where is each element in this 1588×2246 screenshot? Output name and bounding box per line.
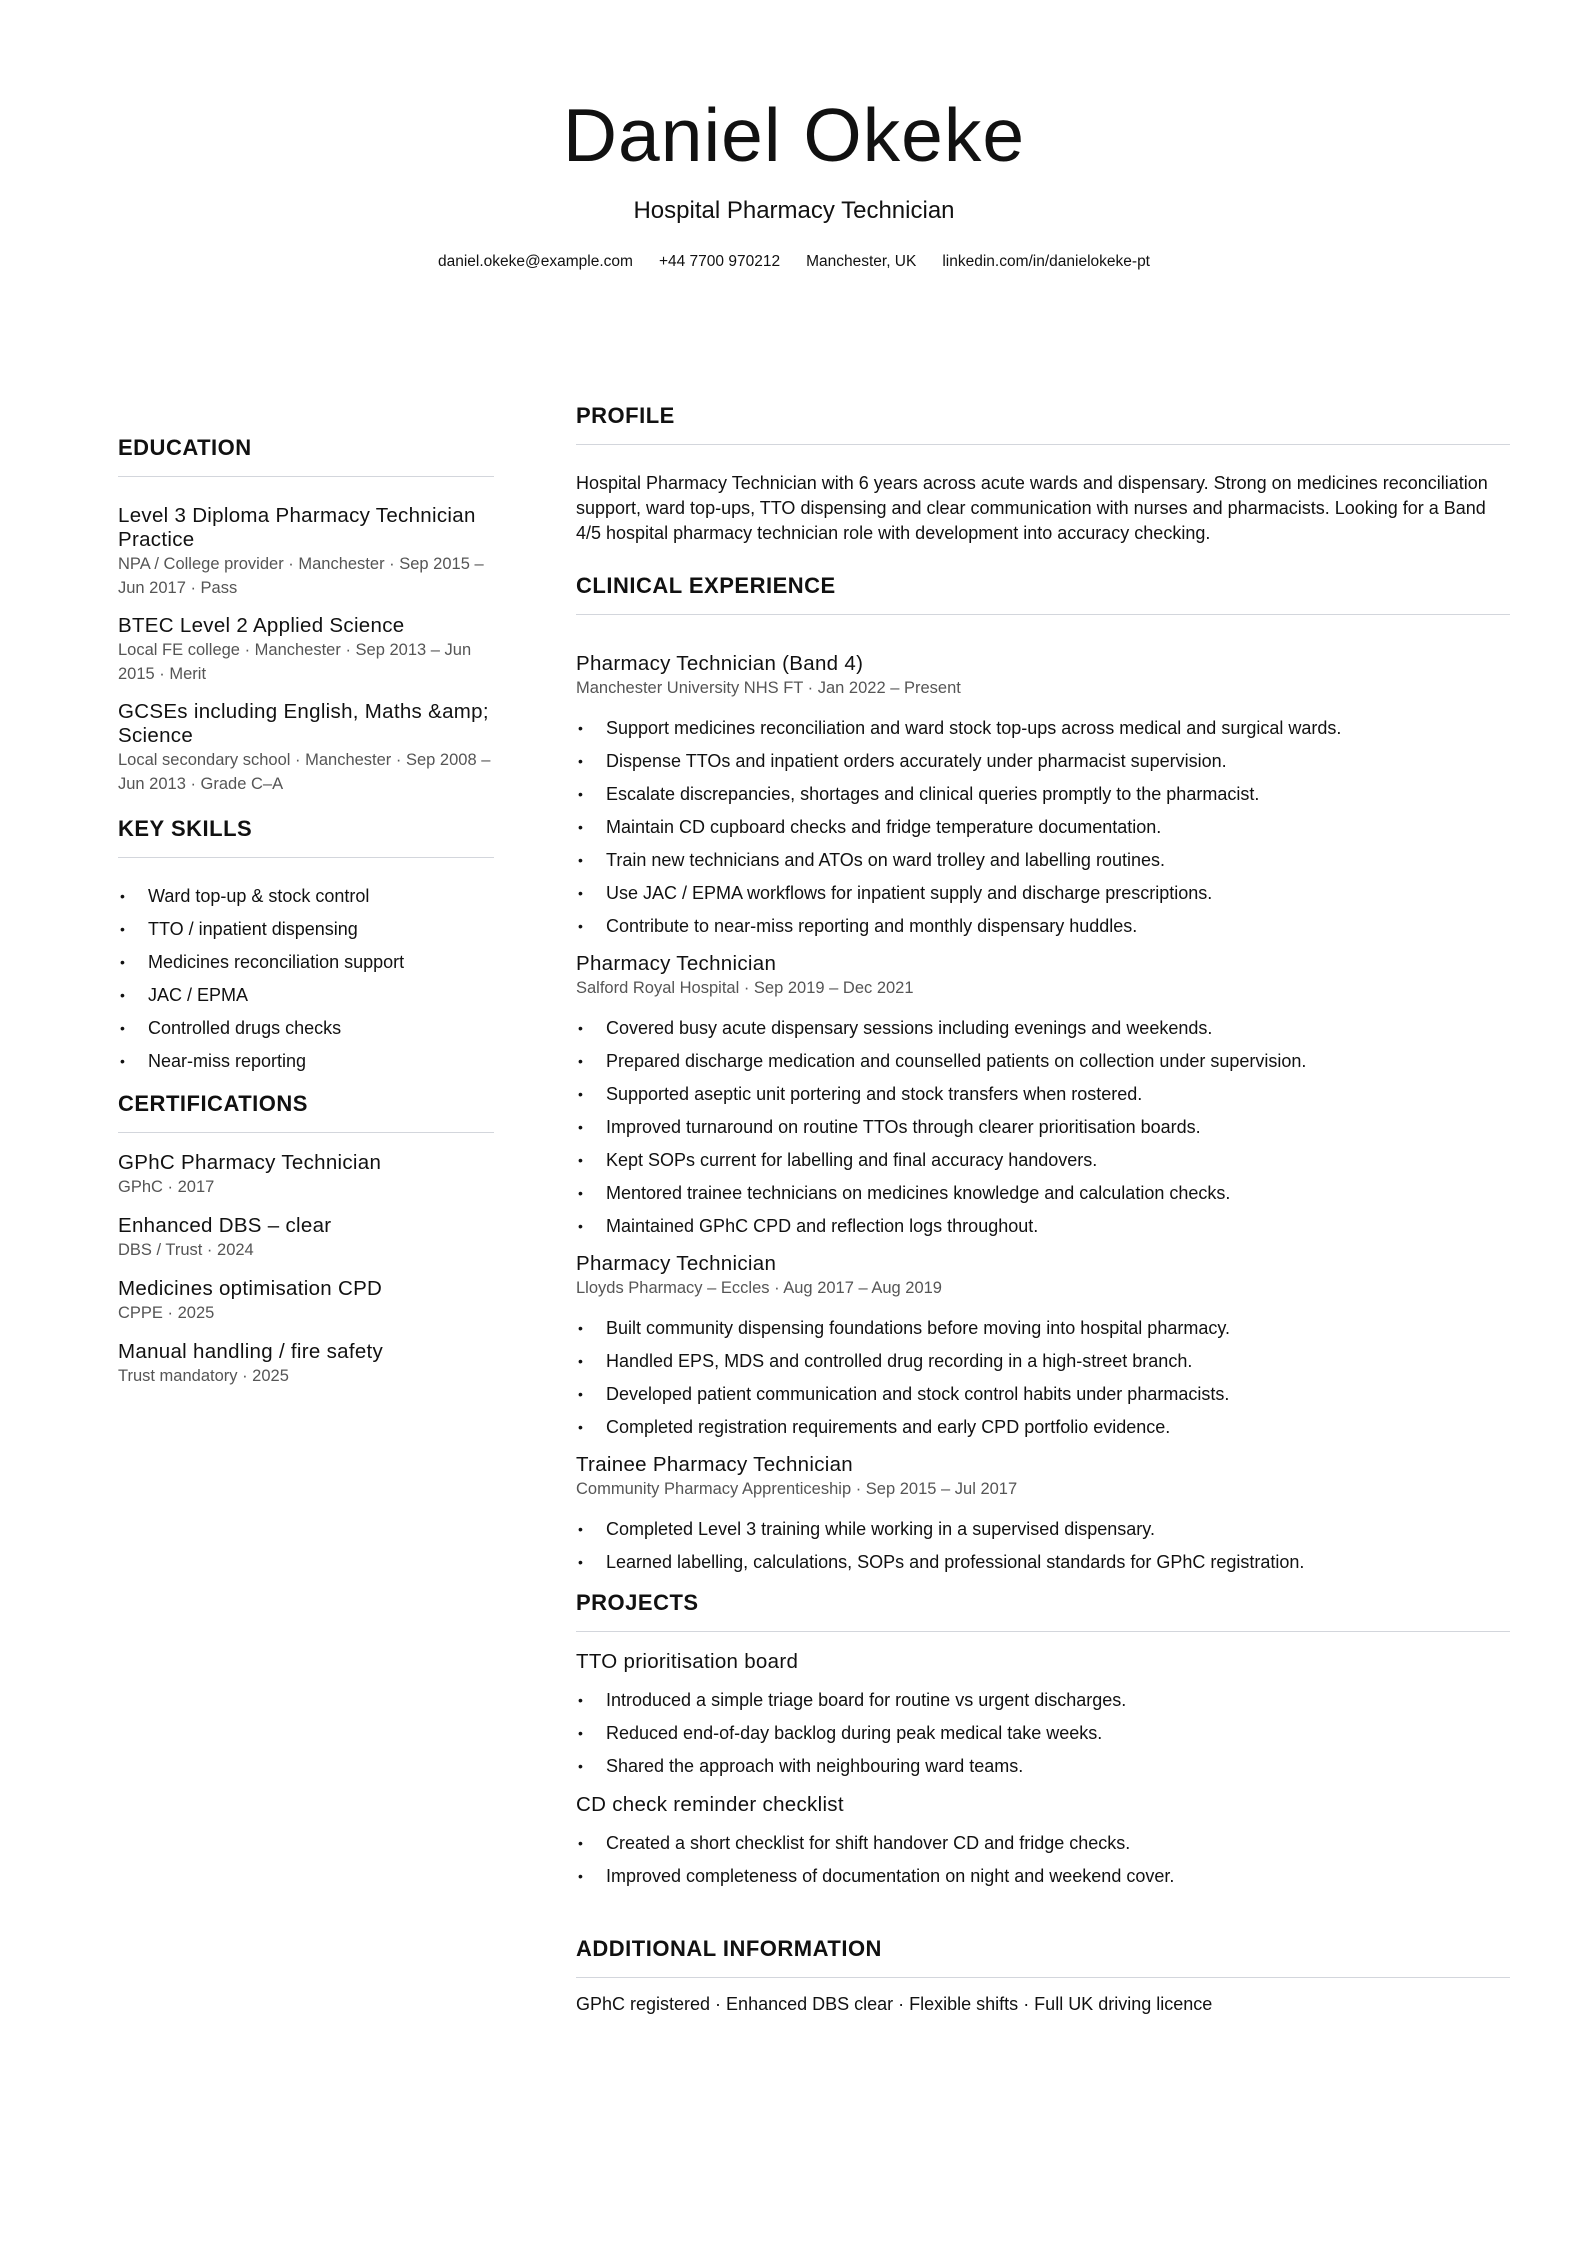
job-meta: Lloyds Pharmacy – Eccles · Aug 2017 – Aug 2019 xyxy=(576,1279,942,1297)
project-bullets xyxy=(576,1684,1510,1783)
contact-line xyxy=(0,252,1588,272)
job-bullet: • Maintain CD cupboard checks and fridge temperature documentation. xyxy=(576,811,1510,844)
job-bullets xyxy=(576,1513,1510,1579)
education-item xyxy=(118,700,494,796)
profile-section xyxy=(576,402,1510,546)
right-column xyxy=(576,402,1510,2017)
certification-title: Manual handling / fire safety xyxy=(118,1340,384,1363)
education-section xyxy=(118,434,494,796)
job-bullet: • Mentored trainee technicians on medicines knowledge and calculation checks. xyxy=(576,1177,1510,1210)
section-title-certifications: CERTIFICATIONS xyxy=(118,1090,494,1133)
experience-section xyxy=(576,572,1510,1579)
skill-item: • Medicines reconciliation support xyxy=(118,946,494,979)
job-bullet: • Escalate discrepancies, shortages and clinical queries promptly to the pharmacist. xyxy=(576,778,1510,811)
skill-item: • JAC / EPMA xyxy=(118,979,494,1012)
job-bullet: • Contribute to near-miss reporting and monthly dispensary huddles. xyxy=(576,910,1510,943)
job-bullets xyxy=(576,1312,1510,1444)
job-bullet: • Prepared discharge medication and counselled patients on collection under supervision. xyxy=(576,1045,1510,1078)
job-meta: Salford Royal Hospital · Sep 2019 – Dec 2021 xyxy=(576,979,914,997)
profile-text: Hospital Pharmacy Technician with 6 years across acute wards and dispensary. Strong on medicines reconciliation support, ward top-ups, TTO dispensing and clear communication with nurses and pharmacists. Looking for a Band 4/5 hospital pharmacy technician role with development into accuracy checking. xyxy=(576,473,1488,543)
education-title: GCSEs including English, Maths &amp; Science xyxy=(118,700,489,747)
job-bullets xyxy=(576,712,1510,943)
job-bullet: • Covered busy acute dispensary sessions including evenings and weekends. xyxy=(576,1012,1510,1045)
job-bullet: • Maintained GPhC CPD and reflection logs throughout. xyxy=(576,1210,1510,1243)
skill-item: • Ward top-up & stock control xyxy=(118,880,494,913)
job-meta: Manchester University NHS FT · Jan 2022 – Present xyxy=(576,679,961,697)
job-bullet: • Built community dispensing foundations before moving into hospital pharmacy. xyxy=(576,1312,1510,1345)
skill-item: • Controlled drugs checks xyxy=(118,1012,494,1045)
project-entry xyxy=(576,1793,1510,1893)
certification-meta: Trust mandatory · 2025 xyxy=(118,1367,289,1385)
section-title-skills: KEY SKILLS xyxy=(118,815,494,858)
project-bullet: • Created a short checklist for shift handover CD and fridge checks. xyxy=(576,1827,1510,1860)
candidate-role: Hospital Pharmacy Technician xyxy=(633,197,955,224)
projects-section xyxy=(576,1589,1510,1893)
job-meta: Community Pharmacy Apprenticeship · Sep 2015 – Jul 2017 xyxy=(576,1480,1018,1498)
education-meta: Local secondary school · Manchester · Sep 2008 – Jun 2013 · Grade C–A xyxy=(118,751,491,793)
project-bullet: • Introduced a simple triage board for routine vs urgent discharges. xyxy=(576,1684,1510,1717)
additional-text: GPhC registered · Enhanced DBS clear · Flexible shifts · Full UK driving licence xyxy=(576,1994,1213,2014)
contact-email: daniel.okeke@example.com xyxy=(438,253,633,270)
section-title-experience: CLINICAL EXPERIENCE xyxy=(576,572,1510,615)
project-bullets xyxy=(576,1827,1510,1893)
certification-item xyxy=(118,1340,494,1388)
education-item xyxy=(118,614,494,686)
certifications-section xyxy=(118,1090,494,1388)
job-bullet: • Completed Level 3 training while working in a supervised dispensary. xyxy=(576,1513,1510,1546)
certification-meta: DBS / Trust · 2024 xyxy=(118,1241,254,1259)
certification-title: Medicines optimisation CPD xyxy=(118,1277,383,1300)
job-bullet: • Train new technicians and ATOs on ward trolley and labelling routines. xyxy=(576,844,1510,877)
job-bullet: • Dispense TTOs and inpatient orders accurately under pharmacist supervision. xyxy=(576,745,1510,778)
job-entry xyxy=(576,652,1510,943)
job-entry xyxy=(576,952,1510,1243)
certification-meta: CPPE · 2025 xyxy=(118,1304,215,1322)
job-entry xyxy=(576,1252,1510,1444)
certification-item xyxy=(118,1277,494,1325)
additional-section xyxy=(576,1935,1510,2017)
education-meta: Local FE college · Manchester · Sep 2013 – Jun 2015 · Merit xyxy=(118,641,472,683)
job-bullet: • Improved turnaround on routine TTOs through clearer prioritisation boards. xyxy=(576,1111,1510,1144)
project-bullet: • Improved completeness of documentation on night and weekend cover. xyxy=(576,1860,1510,1893)
left-column xyxy=(118,434,494,1388)
project-entry xyxy=(576,1650,1510,1783)
project-bullet: • Reduced end-of-day backlog during peak medical take weeks. xyxy=(576,1717,1510,1750)
job-bullet: • Use JAC / EPMA workflows for inpatient supply and discharge prescriptions. xyxy=(576,877,1510,910)
project-title: TTO prioritisation board xyxy=(576,1650,799,1673)
job-bullet: • Kept SOPs current for labelling and final accuracy handovers. xyxy=(576,1144,1510,1177)
section-title-profile: PROFILE xyxy=(576,402,1510,445)
certification-meta: GPhC · 2017 xyxy=(118,1178,215,1196)
job-title: Pharmacy Technician xyxy=(576,952,777,975)
job-bullet: • Developed patient communication and stock control habits under pharmacists. xyxy=(576,1378,1510,1411)
skill-item: • TTO / inpatient dispensing xyxy=(118,913,494,946)
job-bullets xyxy=(576,1012,1510,1243)
education-title: Level 3 Diploma Pharmacy Technician Practice xyxy=(118,504,476,551)
contact-location: Manchester, UK xyxy=(806,253,917,270)
contact-linkedin: linkedin.com/in/danielokeke-pt xyxy=(942,253,1150,270)
job-bullet: • Learned labelling, calculations, SOPs and professional standards for GPhC registration. xyxy=(576,1546,1510,1579)
job-title: Pharmacy Technician xyxy=(576,1252,777,1275)
skills-list xyxy=(118,880,494,1078)
certification-title: GPhC Pharmacy Technician xyxy=(118,1151,382,1174)
education-item xyxy=(118,504,494,600)
job-bullet: • Supported aseptic unit portering and stock transfers when rostered. xyxy=(576,1078,1510,1111)
job-title: Pharmacy Technician (Band 4) xyxy=(576,652,864,675)
skills-section xyxy=(118,815,494,1078)
contact-phone: +44 7700 970212 xyxy=(658,253,781,270)
certification-title: Enhanced DBS – clear xyxy=(118,1214,332,1237)
project-title: CD check reminder checklist xyxy=(576,1793,844,1816)
job-entry xyxy=(576,1453,1510,1579)
project-bullet: • Shared the approach with neighbouring ward teams. xyxy=(576,1750,1510,1783)
candidate-name: Daniel Okeke xyxy=(562,93,1026,177)
education-meta: NPA / College provider · Manchester · Sep 2015 – Jun 2017 · Pass xyxy=(118,555,484,597)
job-title: Trainee Pharmacy Technician xyxy=(576,1453,854,1476)
certification-item xyxy=(118,1214,494,1262)
section-title-projects: PROJECTS xyxy=(576,1589,1510,1632)
section-title-education: EDUCATION xyxy=(118,434,494,477)
section-title-additional: ADDITIONAL INFORMATION xyxy=(576,1935,1510,1978)
job-bullet: • Completed registration requirements and early CPD portfolio evidence. xyxy=(576,1411,1510,1444)
job-bullet: • Support medicines reconciliation and ward stock top-ups across medical and surgical wards. xyxy=(576,712,1510,745)
skill-item: • Near-miss reporting xyxy=(118,1045,494,1078)
certification-item xyxy=(118,1151,494,1199)
job-bullet: • Handled EPS, MDS and controlled drug recording in a high-street branch. xyxy=(576,1345,1510,1378)
education-title: BTEC Level 2 Applied Science xyxy=(118,614,405,637)
